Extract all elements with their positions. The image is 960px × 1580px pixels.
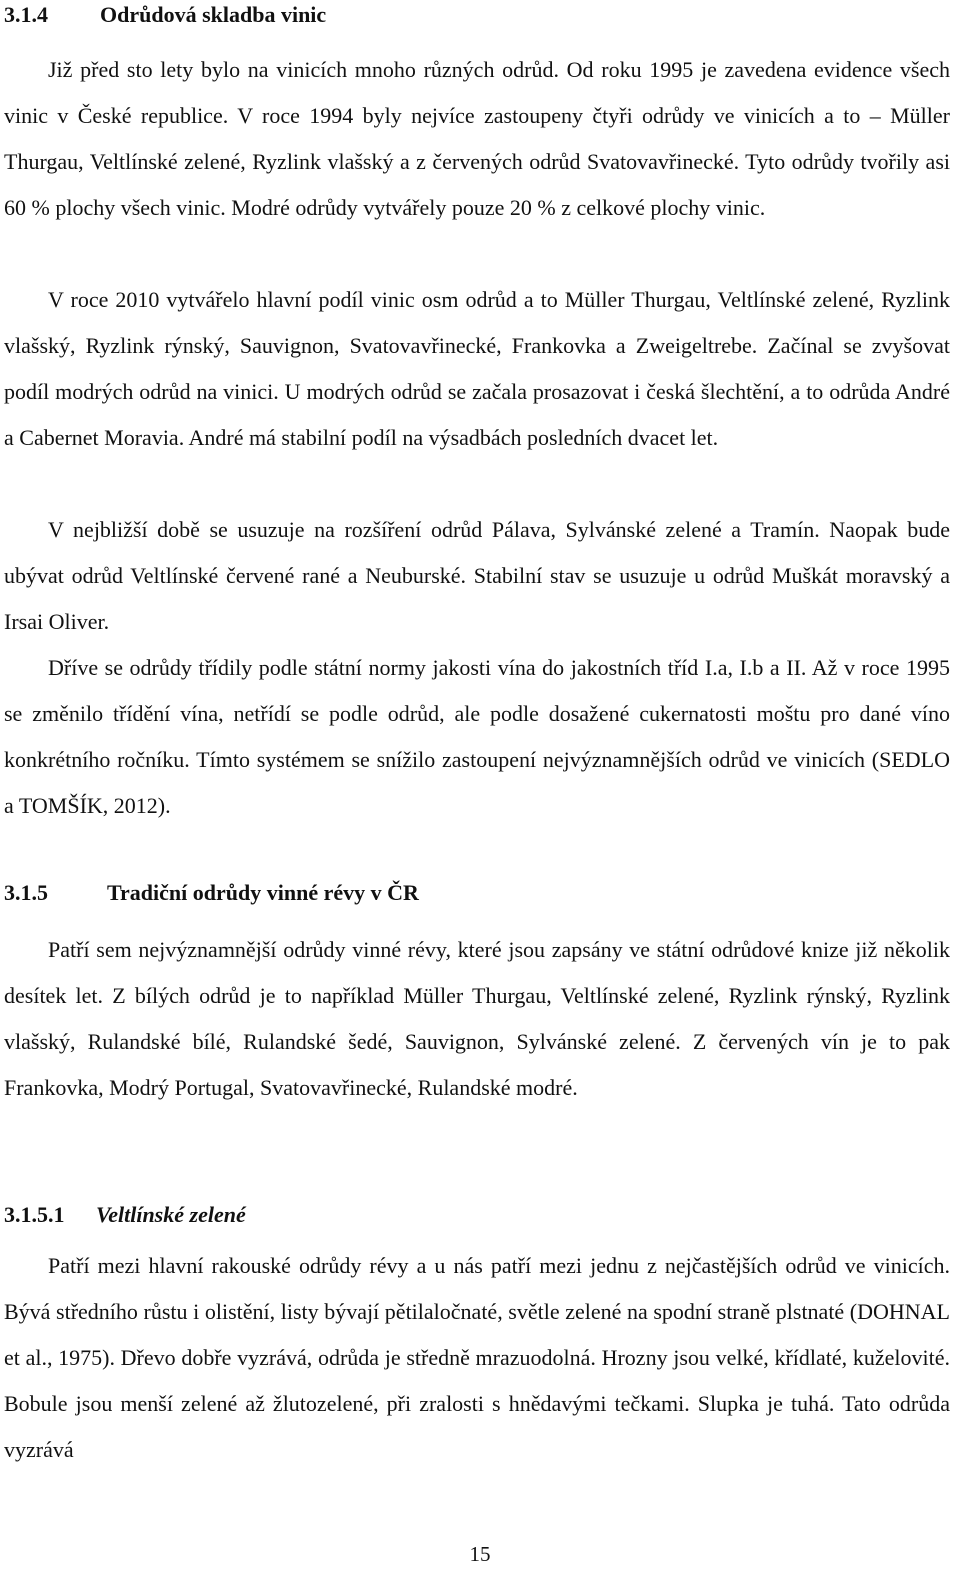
section-title: Odrůdová skladba vinic	[100, 2, 327, 27]
paragraph-text: Již před sto lety bylo na vinicích mnoho různých odrůd. Od roku 1995 je zavedena evidence všech vinic v České republice. V roce 1994 byly nejvíce zastoupeny čtyři odrůdy ve vinicích a to – Müller Thurgau, Veltlínské zelené, Ryzlink vlašský a z červených odrůd Svatovavřinecké. Tyto odrůdy tvořily asi 60 % plochy všech vinic. Modré odrůdy vytvářely pouze 20 % z celkové plochy vinic.	[4, 57, 950, 220]
paragraph	[4, 47, 950, 231]
section-heading-3-1-5	[4, 880, 419, 906]
section-title: Tradiční odrůdy vinné révy v ČR	[107, 880, 419, 905]
paragraph-text: Patří mezi hlavní rakouské odrůdy révy a u nás patří mezi jednu z nejčastějších odrůd ve vinicích. Bývá středního růstu i olistění, listy bývají pětilaločnaté, světle zelené na spodní straně plstnaté (DOHNAL et al., 1975). Dřevo dobře vyzrává, odrůda je středně mrazuodolná. Hrozny jsou velké, křídlaté, kuželovité. Bobule jsou menší zelené až žlutozelené, při zralosti s hnědavými tečkami. Slupka je tuhá. Tato odrůda vyzrává	[4, 1253, 950, 1462]
page-number: 15	[469, 1542, 491, 1566]
section-number: 3.1.4	[4, 2, 48, 27]
section-number: 3.1.5.1	[4, 1202, 65, 1227]
section-number: 3.1.5	[4, 880, 48, 905]
section-title: Veltlínské zelené	[96, 1202, 246, 1227]
paragraph-text: Patří sem nejvýznamnější odrůdy vinné révy, které jsou zapsány ve státní odrůdové knize již několik desítek let. Z bílých odrůd je to například Müller Thurgau, Veltlínské zelené, Ryzlink rýnský, Ryzlink vlašský, Rulandské bílé, Rulandské šedé, Sauvignon, Sylvánské zelené. Z červených vín je to pak Frankovka, Modrý Portugal, Svatovavřinecké, Rulandské modré.	[4, 937, 950, 1100]
paragraph-text: V nejbližší době se usuzuje na rozšíření odrůd Pálava, Sylvánské zelené a Tramín. Naopak bude ubývat odrůd Veltlínské červené rané a Neuburské. Stabilní stav se usuzuje u odrůd Muškát moravský a Irsai Oliver.	[4, 517, 950, 634]
paragraph	[4, 927, 950, 1111]
section-heading-3-1-5-1	[4, 1202, 246, 1228]
section-heading-3-1-4	[4, 2, 326, 28]
paragraph	[4, 1243, 950, 1473]
paragraph	[4, 507, 950, 645]
paragraph	[4, 645, 950, 829]
paragraph-text: Dříve se odrůdy třídily podle státní normy jakosti vína do jakostních tříd I.a, I.b a II. Až v roce 1995 se změnilo třídění vína, netřídí se podle odrůd, ale podle dosažené cukernatosti moštu pro dané víno konkrétního ročníku. Tímto systémem se snížilo zastoupení nejvýznamnějších odrůd ve vinicích (SEDLO a TOMŠÍK, 2012).	[4, 655, 950, 818]
paragraph	[4, 277, 950, 461]
paragraph-text: V roce 2010 vytvářelo hlavní podíl vinic osm odrůd a to Müller Thurgau, Veltlínské zelené, Ryzlink vlašský, Ryzlink rýnský, Sauvignon, Svatovavřinecké, Frankovka a Zweigeltrebe. Začínal se zvyšovat podíl modrých odrůd na vinici. U modrých odrůd se začala prosazovat i česká šlechtění, a to odrůda André a Cabernet Moravia. André má stabilní podíl na výsadbách posledních dvacet let.	[4, 287, 950, 450]
